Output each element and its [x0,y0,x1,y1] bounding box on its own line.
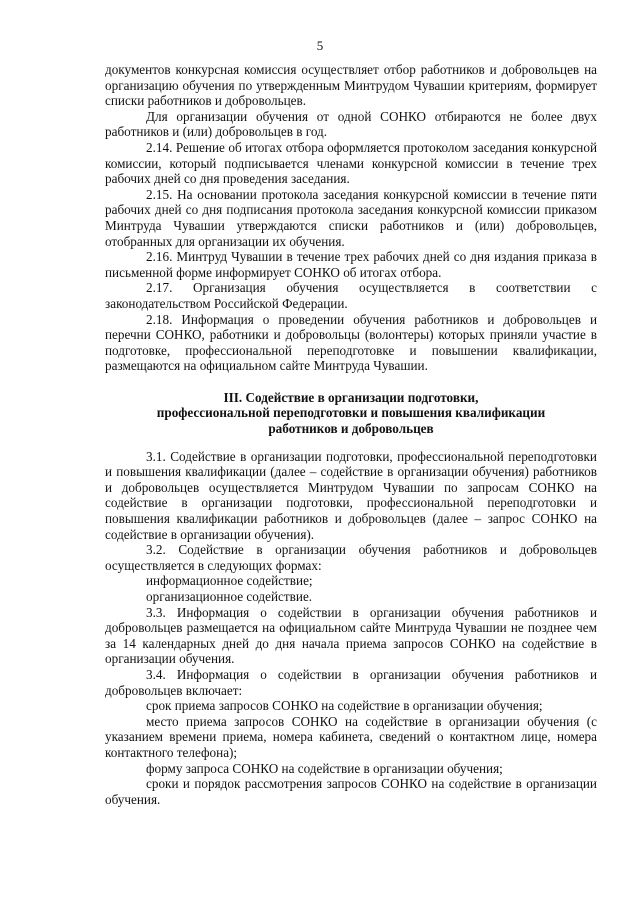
section-heading-line: III. Содействие в организации подготовки, [223,389,479,405]
paragraph-3-3: 3.3. Информация о содействии в организации обучения работников и добровольцев размещается на официальном сайте Минтруда Чувашии не позднее чем за 14 календарных дней до дня начала приема запросов СОНКО на содействие в организации обучения. [105,604,597,667]
paragraph-2-18: 2.18. Информация о проведении обучения работников и добровольцев и перечни СОНКО, работники и добровольцы (волонтеры) которых приняли участие в подготовке, профессиональной переподготовке и повышении квалификации, размещаются на официальном сайте Минтруда Чувашии. [105,311,597,374]
paragraph-2-17: 2.17. Организация обучения осуществляется в соответствии с законодательством Российской Федерации. [105,280,597,311]
document-body [105,62,597,807]
page-number: 5 [316,38,324,53]
list-item: информационное содействие; [146,573,313,589]
list-item: срок приема запросов СОНКО на содействие в организации обучения; [146,698,543,714]
list-item: форму запроса СОНКО на содействие в организации обучения; [146,760,503,776]
paragraph-2-14: 2.14. Решение об итогах отбора оформляется протоколом заседания конкурсной комиссии, который подписывается членами конкурсной комиссии в течение трех рабочих дней со дня проведения заседания. [105,139,597,187]
paragraph-2-15: 2.15. На основании протокола заседания конкурсной комиссии в течение пяти рабочих дней со дня подписания протокола заседания конкурсной комиссии приказом Минтруда Чувашии утверждаются списки работников и (или) добровольцев, отобранных для организации их обучения. [105,186,597,249]
paragraph-3-4: 3.4. Информация о содействии в организации обучения работников и добровольцев включает: [105,666,597,698]
section-heading [105,390,597,437]
list-item: организационное содействие. [146,589,313,604]
paragraph-continuation: документов конкурсная комиссия осуществляет отбор работников и добровольцев на организацию обучения по утвержденным Минтрудом Чувашии критериям, формирует списки работников и добровольцев. [105,62,597,109]
section-heading-line: профессиональной переподготовки и повышения квалификации [156,405,546,421]
list-item: место приема запросов СОНКО на содействие в организации обучения (с указанием времени приема, номера кабинета, сведений о контактном лице, номера контактного телефона); [105,713,597,760]
paragraph-3-1: 3.1. Содействие в организации подготовки, профессиональной переподготовки и повышения квалификации (далее – содействие в организации обучения) работников и добровольцев осуществляется Минтрудом Чувашии по запросам СОНКО на содействие в организации подготовки, профессиональной переподготовки и повышения квалификации работников и добровольцев (далее – запрос СОНКО на содействие в организации обучения). [105,448,597,542]
paragraph-2-16: 2.16. Минтруд Чувашии в течение трех рабочих дней со дня издания приказа в письменной форме информирует СОНКО об итогах отбора. [105,249,597,280]
paragraph: Для организации обучения от одной СОНКО отбираются не более двух работников и (или) добровольцев в год. [105,108,597,140]
paragraph-3-2: 3.2. Содействие в организации обучения работников и добровольцев осуществляется в следующих формах: [105,542,597,573]
section-heading-line: работников и добровольцев [268,421,434,437]
list-item: сроки и порядок рассмотрения запросов СОНКО на содействие в организации обучения. [105,776,597,807]
